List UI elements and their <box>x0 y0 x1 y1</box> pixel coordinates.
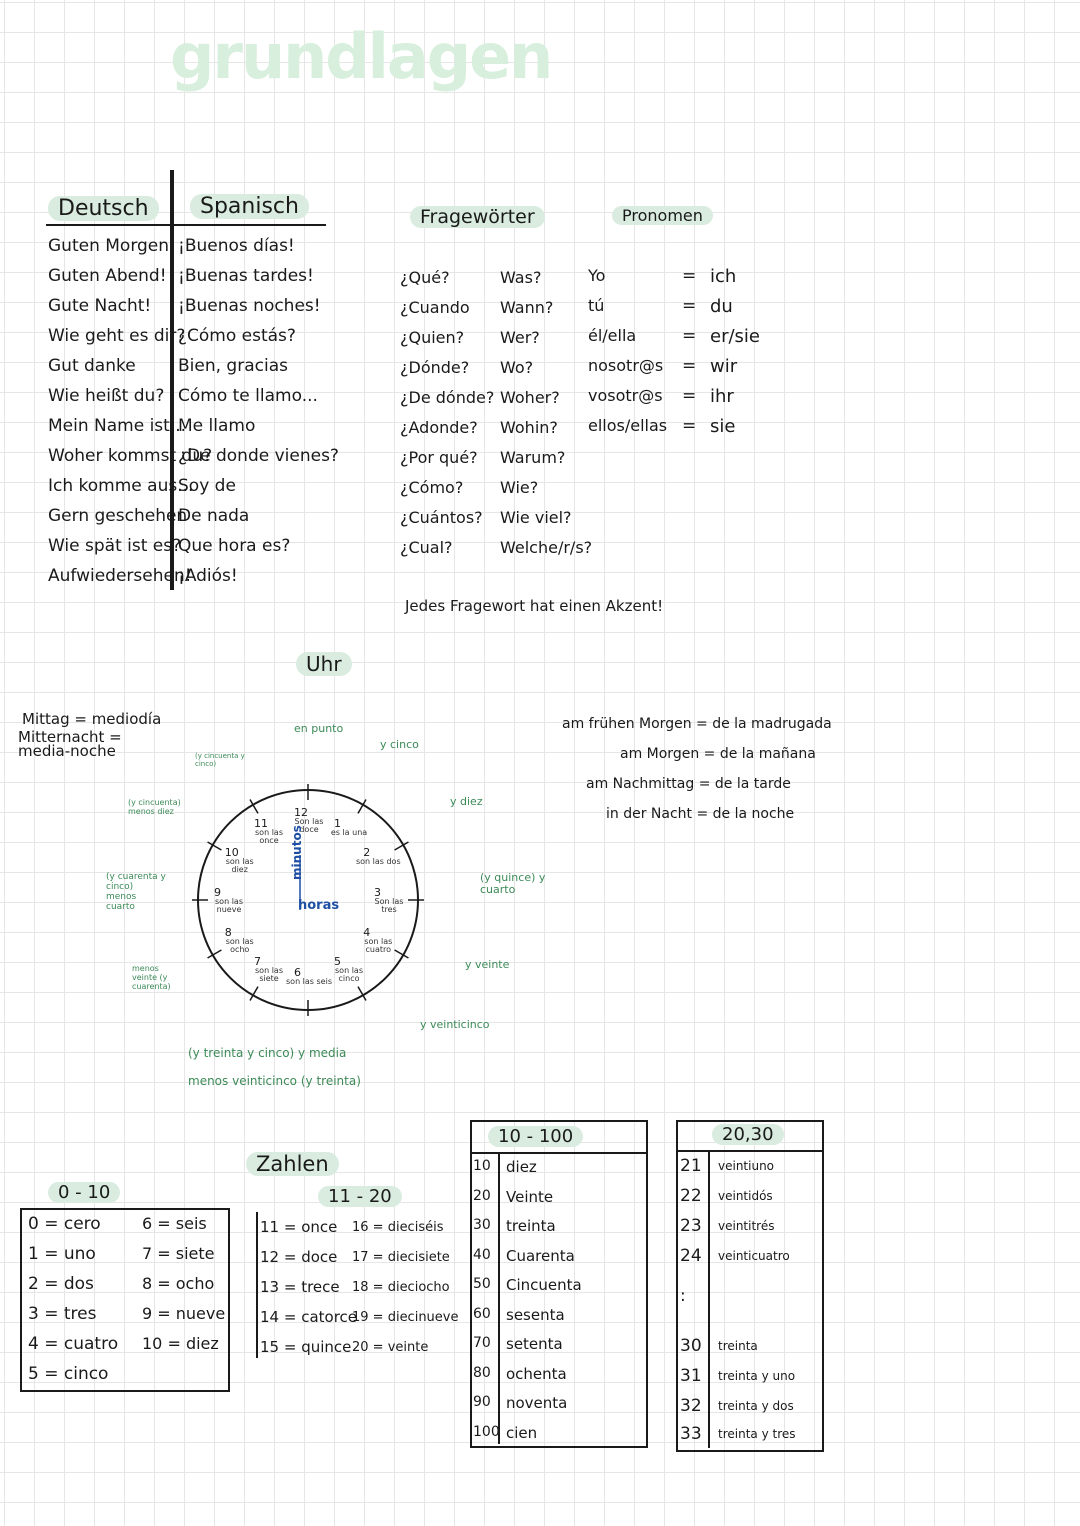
question-de-6: Warum? <box>500 448 566 467</box>
vocab-es-5: Cómo te llamo... <box>178 386 318 406</box>
pronoun-es-2: él/ella <box>588 326 637 345</box>
vocab-es-10: Que hora es? <box>178 536 291 556</box>
numbers-header: Zahlen <box>246 1152 339 1176</box>
range-10-100: 10 - 100 <box>488 1126 583 1147</box>
range-20-30: 20,30 <box>712 1124 784 1145</box>
twenties-n-3: 24 <box>680 1246 702 1266</box>
clock-midnight: Mitternacht = media-noche <box>18 728 122 760</box>
clock-hour-text-12: Son las doce <box>294 817 324 834</box>
question-es-5: ¿Adonde? <box>400 418 478 437</box>
num-6-10-3: 9 = nueve <box>142 1304 226 1323</box>
vocab-es-6: Me llamo <box>178 416 256 436</box>
clock-hour-4: 4 <box>363 926 371 939</box>
questions-note: Jedes Fragewort hat einen Akzent! <box>405 597 664 615</box>
vocab-es-0: ¡Buenos días! <box>178 236 295 256</box>
min-y-cinco: y cinco <box>380 738 419 751</box>
tens-w-1: Veinte <box>506 1187 554 1206</box>
tens-w-9: cien <box>506 1423 538 1442</box>
pronoun-es-4: vosotr@s <box>588 386 663 405</box>
box-20-30-header-line <box>676 1150 822 1152</box>
question-de-2: Wer? <box>500 328 540 347</box>
twenties-w-3: veinticuatro <box>718 1249 790 1263</box>
num-16-20-0: 16 = dieciséis <box>352 1220 444 1235</box>
clock-hour-3: 3 <box>374 886 381 899</box>
clock-hour-text-5: son las cinco <box>335 966 363 984</box>
question-es-7: ¿Cómo? <box>400 478 464 497</box>
twenties-n-0: 21 <box>680 1156 702 1176</box>
vocab-de-2: Gute Nacht! <box>48 296 152 316</box>
tens-w-7: ochenta <box>506 1364 567 1383</box>
vocab-de-7: Woher kommst du? <box>48 446 213 466</box>
question-es-9: ¿Cual? <box>400 538 453 557</box>
tens-n-3: 40 <box>473 1246 491 1263</box>
twenties-n-8: 33 <box>680 1424 702 1444</box>
vocab-de-8: Ich komme aus... <box>48 476 194 496</box>
pronoun-de-1: du <box>710 296 733 317</box>
tens-n-2: 30 <box>473 1217 491 1233</box>
clock-hour-1: 1 <box>334 816 341 830</box>
question-de-4: Woher? <box>500 388 560 407</box>
pronoun-eq-1: = <box>682 296 697 316</box>
vocab-de-3: Wie geht es dir? <box>48 326 186 346</box>
tens-w-2: treinta <box>506 1217 556 1235</box>
min-menos-cinco: (y cincuenta y cinco) <box>195 752 245 768</box>
pronouns-header: Pronomen <box>612 206 713 225</box>
num-0-5-1: 1 = uno <box>28 1244 96 1264</box>
box-20-30-divider <box>708 1150 710 1448</box>
question-es-0: ¿Qué? <box>400 268 450 287</box>
tod-noche: in der Nacht = de la noche <box>606 806 795 822</box>
num-11-15-1: 12 = doce <box>260 1248 338 1266</box>
twenties-n-2: 23 <box>680 1216 702 1236</box>
num-0-5-0: 0 = cero <box>28 1214 101 1234</box>
pronoun-de-2: er/sie <box>710 326 760 347</box>
question-es-4: ¿De dónde? <box>400 388 495 407</box>
twenties-w-8: treinta y tres <box>718 1427 796 1441</box>
vocab-header-de: Deutsch <box>48 196 159 221</box>
tens-w-5: sesenta <box>506 1305 565 1324</box>
vocab-de-0: Guten Morgen! <box>48 236 176 256</box>
pronoun-es-3: nosotr@s <box>588 356 664 375</box>
vocab-de-5: Wie heißt du? <box>48 386 165 406</box>
vocab-es-1: ¡Buenas tardes! <box>178 266 314 286</box>
box-11-20-left <box>256 1212 258 1358</box>
clock-hour-text-6: son las seis <box>286 977 332 986</box>
num-11-15-0: 11 = once <box>260 1218 338 1236</box>
question-es-8: ¿Cuántos? <box>400 508 483 527</box>
tens-w-0: diez <box>506 1158 537 1176</box>
min-y-veinte: y veinte <box>465 958 510 971</box>
question-de-3: Wo? <box>500 358 534 377</box>
vocab-es-2: ¡Buenas noches! <box>178 296 321 316</box>
vocab-es-7: ¿De donde vienes? <box>178 446 339 466</box>
pronoun-de-5: sie <box>710 416 736 437</box>
question-de-8: Wie viel? <box>500 508 572 527</box>
num-16-20-1: 17 = diecisiete <box>352 1250 450 1265</box>
clock-header: Uhr <box>296 652 352 676</box>
vocab-es-9: De nada <box>178 506 250 526</box>
question-de-9: Welche/r/s? <box>500 538 593 557</box>
clock-hour-text-2: son las dos <box>355 857 401 866</box>
twenties-n-6: 31 <box>680 1366 702 1386</box>
question-de-1: Wann? <box>500 298 554 317</box>
clock-hour-text-8: son las ocho <box>225 937 254 954</box>
num-6-10-4: 10 = diez <box>142 1334 219 1353</box>
question-es-1: ¿Cuando <box>400 298 470 317</box>
pronoun-de-3: wir <box>710 356 738 377</box>
tens-n-7: 80 <box>473 1364 491 1381</box>
num-6-10-0: 6 = seis <box>142 1214 207 1233</box>
twenties-w-2: veintitrés <box>718 1219 775 1233</box>
question-es-3: ¿Dónde? <box>400 358 470 377</box>
twenties-w-1: veintidós <box>718 1189 773 1203</box>
min-menos-cuarto: (y cuarenta y cinco) menos cuarto <box>106 872 166 912</box>
twenties-n-4: : <box>680 1286 686 1306</box>
num-11-15-3: 14 = catorce <box>260 1308 358 1326</box>
tens-n-6: 70 <box>473 1335 491 1351</box>
num-6-10-2: 8 = ocho <box>142 1274 215 1293</box>
twenties-n-1: 22 <box>680 1186 702 1206</box>
tens-w-3: Cuarenta <box>506 1246 575 1265</box>
num-0-5-4: 4 = cuatro <box>28 1334 119 1354</box>
clock-minutos-label: minutos <box>290 825 304 880</box>
tod-manana: am Morgen = de la mañana <box>620 746 816 762</box>
num-16-20-3: 19 = diecinueve <box>352 1310 459 1325</box>
pronoun-es-1: tú <box>588 296 605 315</box>
question-de-5: Wohin? <box>500 418 558 437</box>
vocab-es-8: Soy de <box>178 476 236 496</box>
tens-w-8: noventa <box>506 1394 568 1412</box>
pronoun-eq-4: = <box>682 386 697 406</box>
clock-hour-text-11: son las once <box>255 827 283 845</box>
clock-hour-11: 11 <box>254 816 268 830</box>
tens-n-4: 50 <box>473 1276 491 1292</box>
num-16-20-4: 20 = veinte <box>352 1340 429 1355</box>
question-de-7: Wie? <box>500 478 539 497</box>
min-y-diez: y diez <box>450 795 483 808</box>
min-menos-diez: (y cincuenta) menos diez <box>128 798 181 816</box>
clock-hour-12: 12 <box>294 806 308 819</box>
page-title: grundlagen <box>170 20 552 93</box>
vocab-de-6: Mein Name ist... <box>48 416 187 436</box>
vocab-de-10: Wie spät ist es? <box>48 536 182 556</box>
clock-hour-10: 10 <box>224 846 239 859</box>
range-0-10: 0 - 10 <box>48 1182 120 1203</box>
twenties-n-5: 30 <box>680 1336 702 1356</box>
vocab-de-9: Gern geschehen <box>48 506 188 526</box>
num-0-5-3: 3 = tres <box>28 1304 97 1324</box>
vocab-de-11: Aufwiedersehen! <box>48 566 192 586</box>
min-y-quince: (y quince) y cuarto <box>480 871 546 896</box>
pronoun-eq-3: = <box>682 356 697 376</box>
min-menos-veinte: menos veinte (y cuarenta) <box>132 964 171 991</box>
clock-hour-8: 8 <box>224 926 232 939</box>
tens-n-0: 10 <box>473 1158 491 1174</box>
min-menos-veinticinco: menos veinticinco (y treinta) <box>188 1074 361 1088</box>
twenties-n-7: 32 <box>680 1396 702 1416</box>
pronoun-es-0: Yo <box>588 266 606 285</box>
pronoun-es-5: ellos/ellas <box>588 416 668 435</box>
clock-noon: Mittag = mediodía <box>22 710 162 728</box>
question-de-0: Was? <box>500 268 542 287</box>
clock-hour-text-7: son las siete <box>255 966 283 984</box>
clock-hour-text-10: son las diez <box>225 857 254 874</box>
clock-hour-text-4: son las cuatro <box>364 937 393 954</box>
clock-hour-2: 2 <box>363 846 371 859</box>
num-0-5-2: 2 = dos <box>28 1274 94 1294</box>
twenties-w-5: treinta <box>718 1339 758 1353</box>
tens-w-6: setenta <box>506 1335 563 1353</box>
question-es-2: ¿Quien? <box>400 328 465 347</box>
twenties-w-6: treinta y uno <box>718 1369 796 1383</box>
num-11-15-2: 13 = trece <box>260 1278 340 1296</box>
min-y-media: (y treinta y cinco) y media <box>188 1046 347 1060</box>
pronoun-de-4: ihr <box>710 386 734 407</box>
clock-hour-text-9: son las nueve <box>215 897 243 914</box>
vocab-de-4: Gut danke <box>48 356 136 376</box>
num-16-20-2: 18 = dieciocho <box>352 1280 450 1295</box>
tens-n-5: 60 <box>473 1305 491 1322</box>
vocab-es-4: Bien, gracias <box>178 356 288 376</box>
vocab-header-es: Spanisch <box>190 194 309 219</box>
clock-hour-7: 7 <box>254 955 261 969</box>
pronoun-eq-0: = <box>682 266 697 286</box>
question-es-6: ¿Por qué? <box>400 448 478 467</box>
tens-n-9: 100 <box>473 1423 500 1440</box>
pronoun-eq-5: = <box>682 416 697 436</box>
min-en-punto: en punto <box>294 722 344 735</box>
box-10-100-header-line <box>470 1152 646 1154</box>
tens-n-1: 20 <box>473 1187 491 1204</box>
min-y-veinticinco: y veinticinco <box>420 1018 490 1031</box>
clock-hour-9: 9 <box>214 886 221 899</box>
num-11-15-4: 15 = quince <box>260 1338 352 1356</box>
box-10-100-divider <box>498 1152 500 1444</box>
tod-tarde: am Nachmittag = de la tarde <box>586 776 791 792</box>
questions-header: Fragewörter <box>410 206 545 228</box>
vocab-de-1: Guten Abend! <box>48 266 167 286</box>
range-11-20: 11 - 20 <box>318 1186 402 1207</box>
tens-n-8: 90 <box>473 1394 491 1410</box>
twenties-w-0: veintiuno <box>718 1159 775 1173</box>
num-0-5-5: 5 = cinco <box>28 1364 109 1384</box>
vocab-es-11: ¡Adiós! <box>178 566 238 586</box>
num-6-10-1: 7 = siete <box>142 1244 215 1263</box>
clock-horas-label: horas <box>298 898 340 913</box>
pronoun-eq-2: = <box>682 326 697 346</box>
twenties-w-7: treinta y dos <box>718 1399 794 1413</box>
clock-hour-6: 6 <box>294 966 301 979</box>
pronoun-de-0: ich <box>710 266 737 287</box>
clock-hour-text-3: Son las tres <box>374 897 404 914</box>
tens-w-4: Cincuenta <box>506 1276 582 1294</box>
tod-madrugada: am frühen Morgen = de la madrugada <box>562 716 832 732</box>
clock-hour-5: 5 <box>334 955 341 969</box>
clock-hour-text-1: es la una <box>330 827 368 837</box>
vocab-es-3: ¿Cómo estás? <box>178 326 296 346</box>
